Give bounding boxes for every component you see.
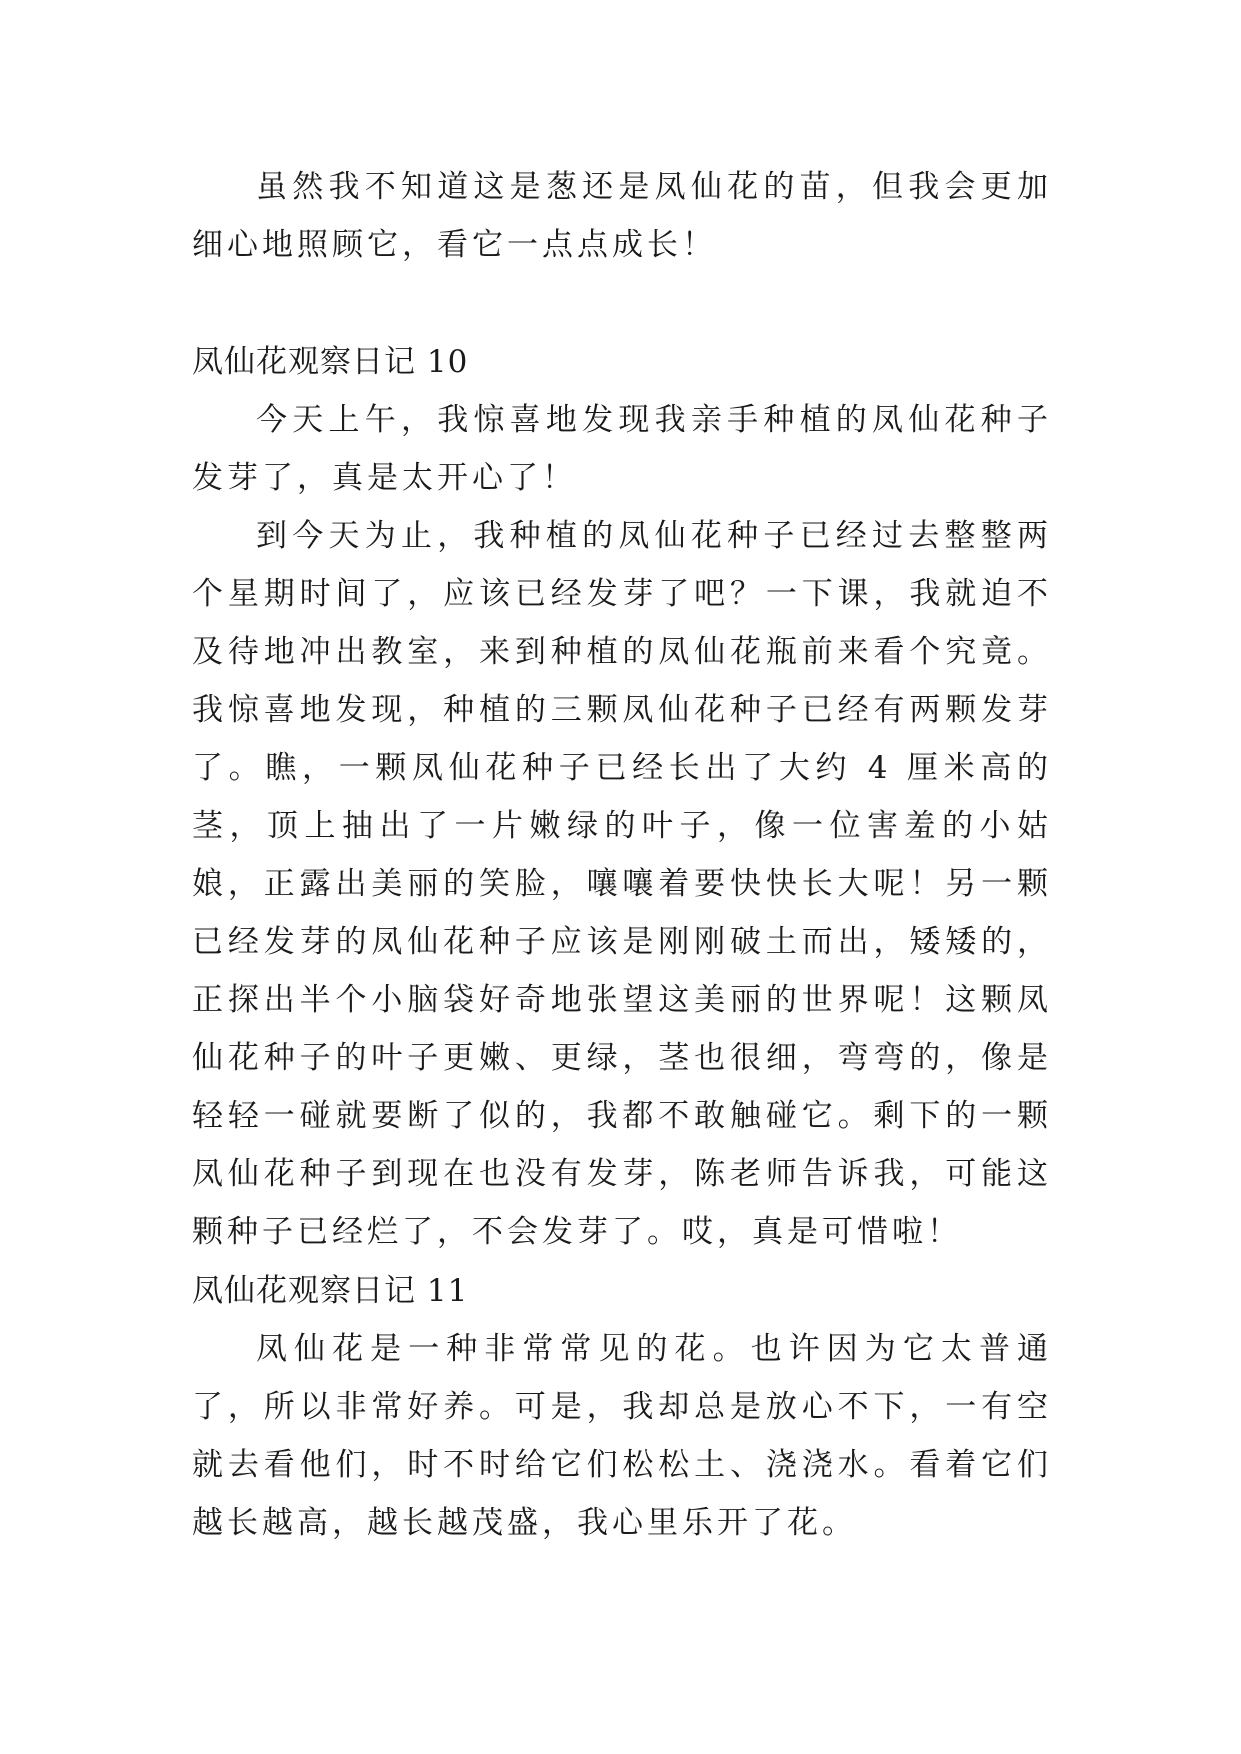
diary-continuation bbox=[192, 158, 1052, 274]
paragraph: 凤仙花是一种非常常见的花。也许因为它太普通了，所以非常好养。可是，我却总是放心不下，一有空就去看他们，时不时给它们松松土、浇浇水。看着它们越长越高，越长越茂盛，我心里乐开了花。 bbox=[192, 1331, 1052, 1541]
paragraph: 虽然我不知道这是葱还是凤仙花的苗，但我会更加细心地照顾它，看它一点点成长！ bbox=[192, 169, 1052, 263]
entry-heading: 凤仙花观察日记 10 bbox=[192, 344, 469, 380]
diary-entry-11 bbox=[192, 1262, 1052, 1552]
paragraph: 到今天为止，我种植的凤仙花种子已经过去整整两个星期时间了，应该已经发芽了吧？一下课，我就迫不及待地冲出教室，来到种植的凤仙花瓶前来看个究竟。我惊喜地发现，种植的三颗凤仙花种子已经有两颗发芽了。瞧，一颗凤仙花种子已经长出了大约 4 厘米高的茎，顶上抽出了一片嫩绿的叶子，像一位害羞的小姑娘，正露出美丽的笑脸，嚷嚷着要快快长大呢！另一颗已经发芽的凤仙花种子应该是刚刚破土而出，矮矮的，正探出半个小脑袋好奇地张望这美丽的世界呢！这颗凤仙花种子的叶子更嫩、更绿，茎也很细，弯弯的，像是轻轻一碰就要断了似的，我都不敢触碰它。剩下的一颗凤仙花种子到现在也没有发芽，陈老师告诉我，可能这颗种子已经烂了，不会发芽了。哎，真是可惜啦！ bbox=[192, 518, 1052, 1250]
entry-heading: 凤仙花观察日记 11 bbox=[192, 1273, 469, 1309]
paragraph: 今天上午，我惊喜地发现我亲手种植的凤仙花种子发芽了，真是太开心了！ bbox=[192, 402, 1052, 496]
diary-entry-10 bbox=[192, 333, 1052, 1261]
